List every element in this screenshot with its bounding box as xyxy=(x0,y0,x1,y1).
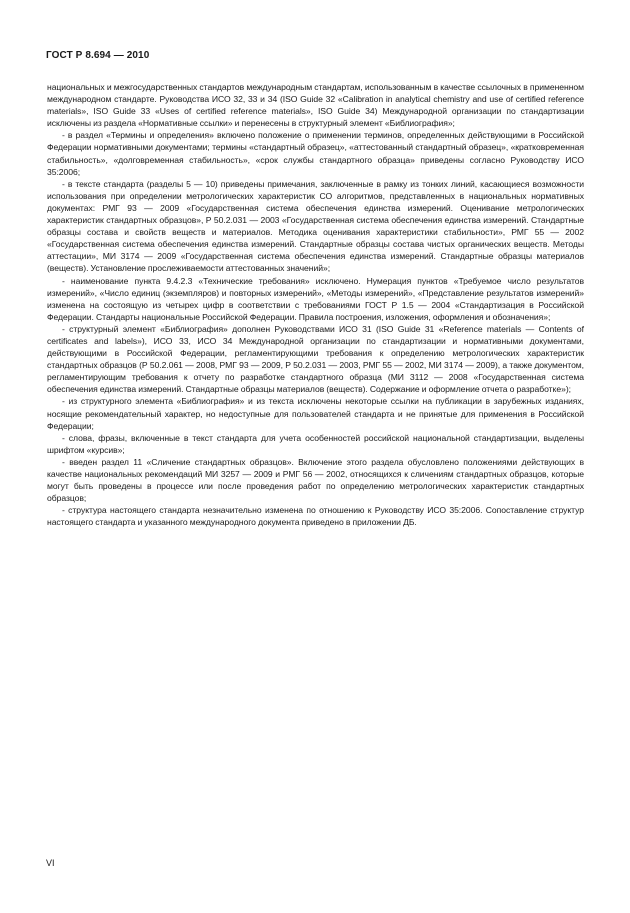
paragraph-4: - наименование пункта 9.4.2.3 «Технические требования» исключено. Нумерация пунктов «Требуемое число результатов измерений», «Число единиц (экземпляров) и повторных измерений», «Методы измерений», «Представление результатов измерений» изменена на состоящую из четырех цифр в соответствии с требованиями ГОСТ Р 1.5 — 2004 «Стандартизация в Российской Федерации. Стандарты национальные Российской Федерации. Правила построения, изложения, оформления и обозначения»; xyxy=(47,275,584,322)
paragraph-9: - структура настоящего стандарта незначительно изменена по отношению к Руководству ИСО 35:2006. Сопоставление структур настоящего стандарта и указанного международного документа приведено в приложении ДБ. xyxy=(47,505,584,528)
body-text xyxy=(47,81,584,528)
paragraph-2: - в раздел «Термины и определения» включено положение о применении терминов, определенных действующими в Российской Федерации нормативными документами; термины «стандартный образец», «аттестованный стандартный образец», «кратковременная стабильность», «долговременная стабильность», «срок службы стандартного образца» приведены согласно Руководству ИСО 35:2006; xyxy=(47,130,584,177)
paragraph-6: - из структурного элемента «Библиография» и из текста исключены некоторые ссылки на публикации в зарубежных изданиях, носящие рекомендательный характер, но недоступные для пользователей стандарта и не принятые для применения в Российской Федерации; xyxy=(47,396,584,431)
paragraph-8: - введен раздел 11 «Сличение стандартных образцов». Включение этого раздела обусловлено положениями действующих в качестве национальных рекомендаций МИ 3257 — 2009 и РМГ 56 — 2002, относящихся к сличениям стандартных образцов, которые могут быть проведены в процессе или после проведения работ по определению метрологических характеристик стандартных образцов; xyxy=(47,456,584,504)
standard-header: ГОСТ Р 8.694 — 2010 xyxy=(46,50,150,61)
page-number: VI xyxy=(46,858,55,868)
paragraph-7: - слова, фразы, включенные в текст стандарта для учета особенностей российской национальной стандартизации, выделены шрифтом «курсив»; xyxy=(47,432,584,455)
paragraph-5: - структурный элемент «Библиография» дополнен Руководствами ИСО 31 (ISO Guide 31 «Reference materials — Contents of certificates and labels»), ИСО 33, ИСО 34 Международной организации по стандартизации и нормативными документами, действующими в Российской Федерации, регламентирующими требования к определению метрологических характеристик стандартных образцов (Р 50.2.061 — 2008, РМГ 93 — 2009, Р 50.2.031 — 2003, РМГ 55 — 2002, МИ 3174 — 2009), а также документом, регламентирующим требования к отчету по разработке стандартного образца (МИ 3112 — 2008 «Государственная система обеспечения единства измерений. Стандартные образцы материалов (веществ). Содержание и оформление отчета о разработке»); xyxy=(47,323,584,395)
paragraph-1: национальных и межгосударственных стандартов международным стандартам, использованным в качестве ссылочных в примененном международном стандарте. Руководства ИСО 32, 33 и 34 (ISO Guide 32 «Calibration in analytical chemistry and use of certified reference materials», ISO Guide 33 «Uses of certified reference materials», ISO Guide 34) Международной организации по стандартизации исключены из раздела «Нормативные ссылки» и перенесены в структурный элемент «Библиография»; xyxy=(47,82,584,129)
paragraph-3: - в тексте стандарта (разделы 5 — 10) приведены примечания, заключенные в рамку из тонких линий, касающиеся возможности использования при определении метрологических характеристик СО алгоритмов, представленных в национальных нормативных документах: РМГ 93 — 2009 «Государственная система обеспечения единства измерений. Оценивание метрологических характеристик стандартных образцов», Р 50.2.031 — 2003 «Государственная система обеспечения единства измерений. Стандартные образцы состава и свойств веществ и материалов. Методика оценивания характеристики стабильности», РМГ 55 — 2002 «Государственная система обеспечения единства измерений. Стандартные образцы состава чистых органических веществ. Методы аттестации», МИ 3174 — 2009 «Государственная система обеспечения единства измерений. Стандартные образцы материалов (веществ). Установление прослеживаемости аттестованных значений»; xyxy=(47,178,584,274)
